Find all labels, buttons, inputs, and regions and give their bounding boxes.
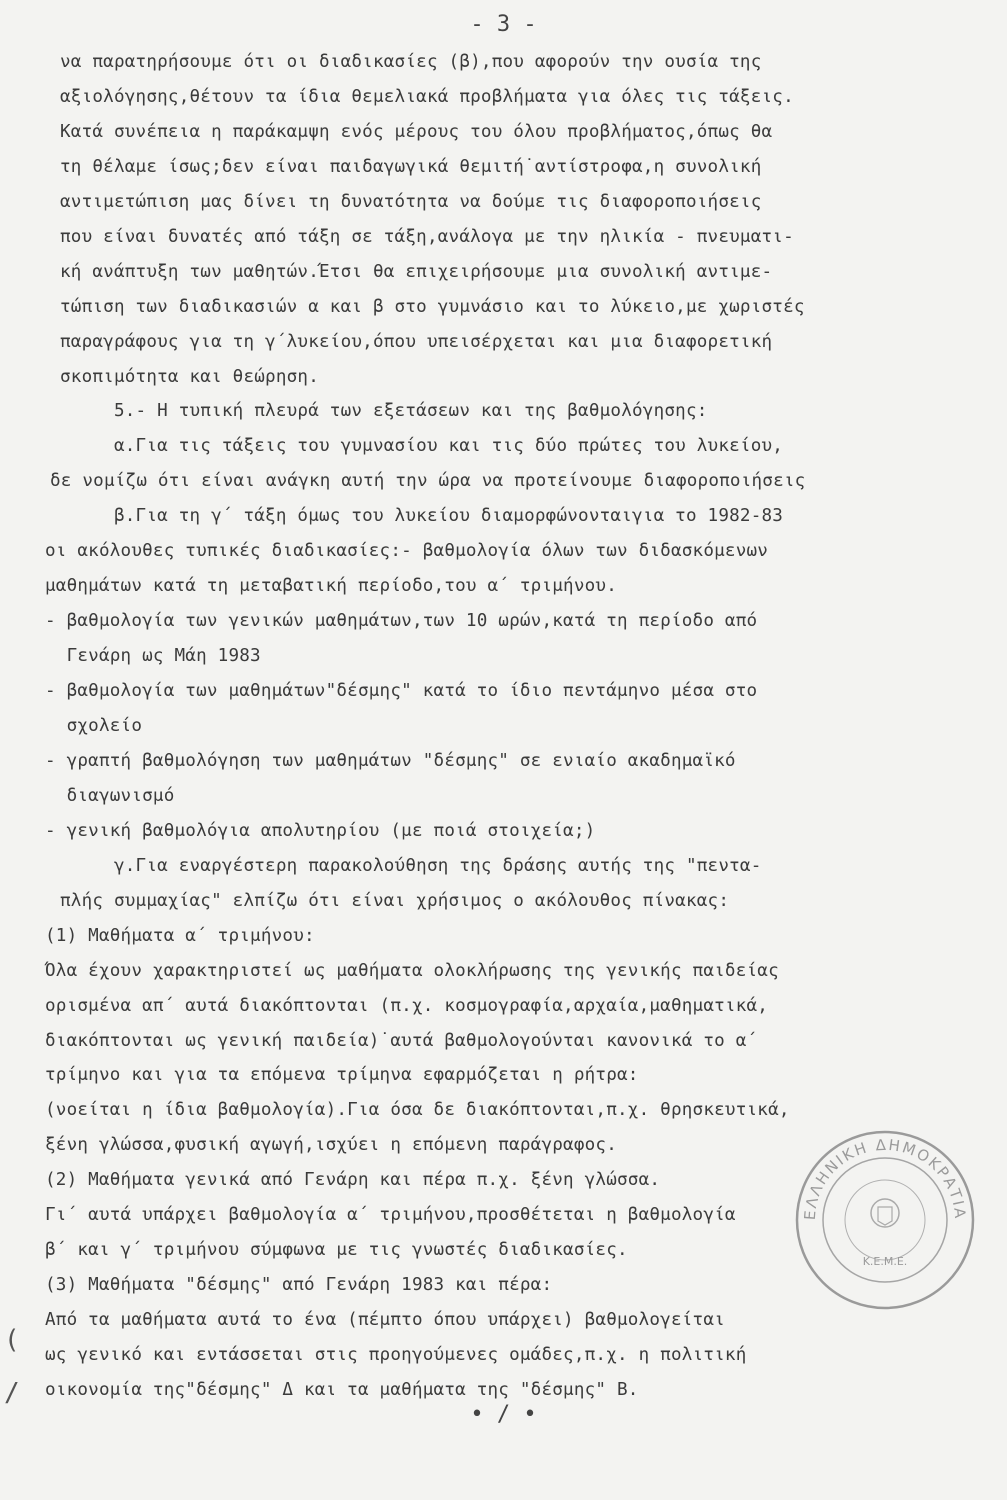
text-line: Γενάρη ως Μάη 1983	[45, 646, 261, 666]
text-line: οικονομία της"δέσμης" Δ και τα μαθήματα της "δέσμης" Β.	[45, 1380, 639, 1400]
text-line: δε νομίζω ότι είναι ανάγκη αυτή την ώρα να προτείνουμε διαφοροποιήσεις	[50, 471, 806, 491]
text-line: Κατά συνέπεια η παράκαμψη ενός μέρους του όλου προβλήματος,όπως θα	[60, 122, 773, 142]
seal-center-text: Κ.Ε.Μ.Ε.	[862, 1255, 908, 1268]
text-line: 5.- Η τυπική πλευρά των εξετάσεων και της βαθμολόγησης:	[60, 401, 708, 421]
text-line: που είναι δυνατές από τάξη σε τάξη,ανάλογα με την ηλικία - πνευματι-	[60, 227, 794, 247]
text-line: (1) Μαθήματα α΄ τριμήνου:	[45, 926, 315, 946]
text-line: τρίμηνο και για τα επόμενα τρίμηνα εφαρμόζεται η ρήτρα:	[45, 1065, 639, 1085]
text-line: μαθημάτων κατά τη μεταβατική περίοδο,του α΄ τριμήνου.	[45, 576, 617, 596]
text-line: Γι΄ αυτά υπάρχει βαθμολογία α΄ τριμήνου,προσθέτεται η βαθμολογία	[45, 1205, 736, 1225]
text-line: γ.Για εναργέστερη παρακολούθηση της δράσης αυτής της "πεντα-	[60, 856, 762, 876]
text-line: τη θέλαμε ίσως;δεν είναι παιδαγωγικά θεμιτή˙αντίστροφα,η συνολική	[60, 157, 762, 177]
page-number: - 3 -	[470, 12, 537, 37]
margin-slash-mark: /	[4, 1378, 20, 1408]
margin-bracket-mark: (	[4, 1325, 20, 1355]
text-line: παραγράφους για τη γ΄λυκείου,όπου υπεισέρχεται και μια διαφορετική	[60, 332, 773, 352]
text-line: (νοείται η ίδια βαθμολογία).Για όσα δε διακόπτονται,π.χ. θρησκευτικά,	[45, 1100, 790, 1120]
text-line: - βαθμολογία των γενικών μαθημάτων,των 10 ωρών,κατά τη περίοδο από	[45, 611, 758, 631]
official-seal-stamp	[790, 1125, 980, 1315]
text-line: διαγωνισμό	[45, 786, 175, 806]
text-line: τώπιση των διαδικασιών α και β στο γυμνάσιο και το λύκειο,με χωριστές	[60, 297, 805, 317]
seal-graphic	[790, 1125, 980, 1315]
text-line: α.Για τις τάξεις του γυμνασίου και τις δύο πρώτες του λυκείου,	[60, 436, 784, 456]
continuation-mark: • / •	[470, 1402, 537, 1427]
text-line: (2) Μαθήματα γενικά από Γενάρη και πέρα π.χ. ξένη γλώσσα.	[45, 1170, 661, 1190]
text-line: σκοπιμότητα και θεώρηση.	[60, 367, 320, 387]
text-line: να παρατηρήσουμε ότι οι διαδικασίες (β),που αφορούν την ουσία της	[60, 52, 762, 72]
text-line: - γραπτή βαθμολόγηση των μαθημάτων "δέσμης" σε ενιαίο ακαδημαϊκό	[45, 751, 736, 771]
text-line: αντιμετώπιση μας δίνει τη δυνατότητα να δούμε τις διαφοροποιήσεις	[60, 192, 762, 212]
text-line: (3) Μαθήματα "δέσμης" από Γενάρη 1983 και πέρα:	[45, 1275, 553, 1295]
text-line: β.Για τη γ΄ τάξη όμως του λυκείου διαμορφώνονταιγια το 1982-83	[60, 506, 784, 526]
text-line: αξιολόγησης,θέτουν τα ίδια θεμελιακά προβλήματα για όλες τις τάξεις.	[60, 87, 794, 107]
text-line: διακόπτονται ως γενική παιδεία)˙αυτά βαθμολογούνται κανονικά το α΄	[45, 1031, 758, 1051]
text-line: κή ανάπτυξη των μαθητών.Έτσι θα επιχειρήσουμε μια συνολική αντιμε-	[60, 262, 773, 282]
text-line: - βαθμολογία των μαθημάτων"δέσμης" κατά το ίδιο πεντάμηνο μέσα στο	[45, 681, 758, 701]
text-line: β΄ και γ΄ τριμήνου σύμφωνα με τις γνωστές διαδικασίες.	[45, 1240, 628, 1260]
text-line: Όλα έχουν χαρακτηριστεί ως μαθήματα ολοκλήρωσης της γενικής παιδείας	[45, 961, 779, 981]
text-line: οι ακόλουθες τυπικές διαδικασίες:- βαθμολογία όλων των διδασκόμενων	[45, 541, 769, 561]
text-line: Από τα μαθήματα αυτά το ένα (πέμπτο όπου υπάρχει) βαθμολογείται	[45, 1310, 725, 1330]
text-line: πλής συμμαχίας" ελπίζω ότι είναι χρήσιμος ο ακόλουθος πίνακας:	[60, 891, 730, 911]
text-line: ορισμένα απ΄ αυτά διακόπτονται (π.χ. κοσμογραφία,αρχαία,μαθηματικά,	[45, 996, 769, 1016]
text-line: σχολείο	[45, 716, 143, 736]
text-line: - γενική βαθμολόγια απολυτηρίου (με ποιά στοιχεία;)	[45, 821, 596, 841]
seal-top-text: ΕΛΛΗΝΙΚΗ ΔΗΜΟΚΡΑΤΙΑ	[800, 1135, 970, 1221]
text-line: ξένη γλώσσα,φυσική αγωγή,ισχύει η επόμενη παράγραφος.	[45, 1135, 617, 1155]
text-line: ως γενικό και εντάσσεται στις προηγούμενες ομάδες,π.χ. η πολιτική	[45, 1345, 747, 1365]
